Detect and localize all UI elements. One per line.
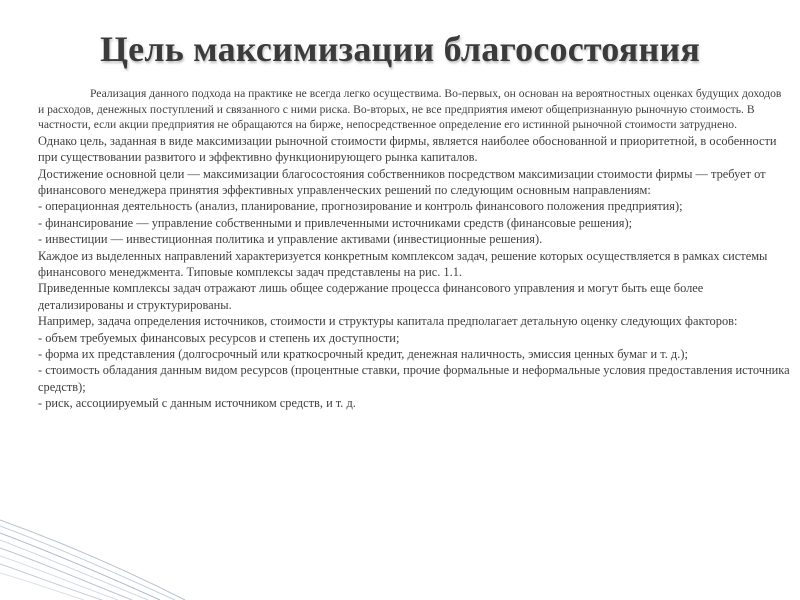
slide-body	[38, 86, 790, 412]
list-item: - стоимость обладания данным видом ресурсов (процентные ставки, прочие формальные и неформальные условия предоставления источника средств);	[38, 363, 790, 394]
paragraph: Например, задача определения источников, стоимости и структуры капитала предполагает детальную оценку следующих факторов:	[38, 314, 738, 329]
paragraph: Каждое из выделенных направлений характеризуется конкретным комплексом задач, решение которых осуществляется в рамках системы финансового менеджмента. Типовые комплексы задач представлены на рис. 1.1.	[38, 248, 768, 280]
list-item: - форма их представления (долгосрочный или краткосрочный кредит, денежная наличность, эмиссия ценных бумаг и т. д.);	[38, 347, 688, 362]
list-item: - объем требуемых финансовых ресурсов и степень их доступности;	[38, 330, 400, 345]
corner-decoration	[0, 500, 190, 600]
paragraph: Реализация данного подхода на практике не всегда легко осуществима. Во-первых, он основан на вероятностных оценках будущих доходов и расходов, денежных поступлений и связанного с ними риска. Во-вторых, не все предприятия имеют общепризнанную рыночную стоимость. В частности, если акции предприятия не обращаются на бирже, непосредственное определение его истинной рыночной стоимости затруднено.	[38, 87, 782, 132]
list-item: - риск, ассоциируемый с данным источником средств, и т. д.	[38, 396, 356, 411]
list-item: - операционная деятельность (анализ, планирование, прогнозирование и контроль финансового положения предприятия);	[38, 199, 683, 214]
paragraph: Однако цель, заданная в виде максимизации рыночной стоимости фирмы, является наиболее обоснованной и приоритетной, в особенности при существовании развитого и эффективно функционирующего рынка капиталов.	[38, 133, 777, 165]
list-item: - инвестиции — инвестиционная политика и управление активами (инвестиционные решения).	[38, 232, 543, 247]
paragraph: Приведенные комплексы задач отражают лишь общее содержание процесса финансового управления и могут быть еще более детализированы и структурированы.	[38, 281, 704, 312]
slide-title: Цель максимизации благосостояния	[99, 29, 701, 69]
paragraph: Достижение основной цели — максимизации благосостояния собственников посредством максимизации стоимости фирмы — требует от финансового менеджера принятия эффективных управленческих решений по следующим основным направлениям:	[38, 166, 766, 197]
list-item: - финансирование — управление собственными и привлеченными источниками средств (финансовые решения);	[38, 215, 633, 230]
